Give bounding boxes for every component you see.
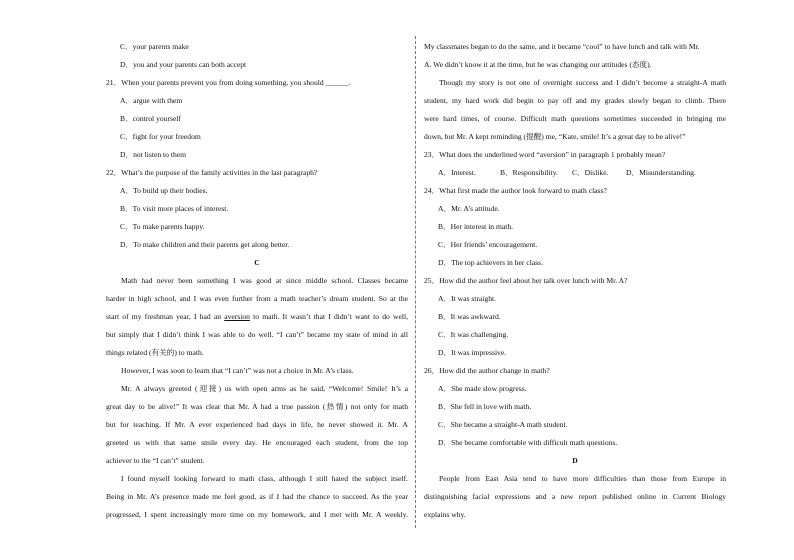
right-column [424,38,726,524]
passage-line: However, I was soon to learn that “I can’t” was not a choice in Mr. A’s class. [121,366,354,375]
passage-line: achiever to the “I can’t” student. [106,456,205,465]
answer-options-row [424,164,726,182]
column-divider [415,36,416,528]
answer-option: B．She fell in love with math. [438,402,532,411]
passage-line: Mr. A always greeted (迎接) us with open arms as he said, “Welcome! Smile! It’s a [121,384,408,393]
passage-line: but for teaching. If Mr. A ever experienced bad days in life, he never showed it. Mr. A [106,420,408,429]
answer-option: C．Dislike. [572,168,609,177]
answer-option: C．It was challenging. [438,330,509,339]
passage-line: Math had never been something I was good at since middle school. Classes became [121,276,408,285]
answer-option: D．Misunderstanding. [626,168,696,177]
passage-line: were hard times, of course. Difficult math questions sometimes succeeded in bringing me [424,114,726,123]
passage-text: start of my freshman year, I had an [106,312,225,321]
passage-line: but simply that I didn’t think I was able to do well. “I can’t” became my state of mind in all [106,330,408,339]
section-heading: D [572,456,578,465]
question: 24．What first made the author look forward to math class? [424,186,607,195]
answer-option: A．Interest. [438,168,476,177]
answer-option: B．control yourself [120,114,181,123]
passage-line: down, but Mr. A kept reminding (提醒) me, “Kate, smile! It’s a great day to be alive!” [424,132,686,141]
answer-option: B．Her interest in math. [438,222,514,231]
answer-option: D．To make children and their parents get along better. [120,240,290,249]
passage-line: My classmates began to do the same, and it became “cool” to have lunch and talk with Mr. [424,42,700,51]
passage-line: I found myself looking forward to math class, although I still hated the subject itself. [121,474,408,483]
section-heading: C [254,258,260,267]
question: 25．How did the author feel about her talk over lunch with Mr. A? [424,276,628,285]
passage-line: greeted us with that same smile every day. He encouraged each student, from the top [106,438,408,447]
passage-line: Though my story is not one of overnight success and I didn’t become a straight-A math [439,78,726,87]
passage-line: progressed, I spent increasingly more time on my homework, and I met with Mr. A weekly. [106,510,408,519]
answer-option: A．Mr. A’s attitude. [438,204,500,213]
passage-line: harder in high school, and I was even further from a math teacher’s dream student. So at the [106,294,408,303]
passage-line: distinguishing facial expressions and a new report published online in Current Biology [424,492,726,501]
answer-option: A．It was straight. [438,294,496,303]
answer-option: D．you and your parents can both accept [120,60,247,69]
answer-option: C．your parents make [120,42,189,51]
underlined-word: aversion [224,312,250,321]
left-column [106,38,408,524]
passage-line [106,308,408,326]
answer-option: C．fight for your freedom [120,132,201,141]
answer-option: D．It was impressive. [438,348,507,357]
answer-option: A．argue with them [120,96,183,105]
passage-line: explains why. [424,510,466,519]
passage-line: Being in Mr. A’s presence made me feel good, as if I had the chance to succeed. As the year [106,492,408,501]
answer-option: B．It was awkward. [438,312,501,321]
answer-option: C．Her friends’ encouragement. [438,240,538,249]
question: 22．What’s the purpose of the family activities in the last paragraph? [106,168,318,177]
question: 26．How did the author change in math? [424,366,550,375]
passage-line: A. We didn’t know it at the time, but he was changing our attitudes (态度). [424,60,652,69]
passage-text: to math. It wasn’t that I didn’t want to do well, [249,312,408,321]
question: 21．When your parents prevent you from doing something, you should ______. [106,78,351,87]
answer-option: D．not listen to them [120,150,187,159]
answer-option: D．The top achievers in her class. [438,258,544,267]
passage-line: People from East Asia tend to have more difficulties than those from Europe in [439,474,726,483]
answer-option: A．She made slow progress. [438,384,527,393]
answer-option: A．To build up their bodies. [120,186,208,195]
answer-option: C．She became a straight-A math student. [438,420,568,429]
answer-option: D．She became comfortable with difficult math questions. [438,438,618,447]
question: 23．What does the underlined word “aversion” in paragraph 1 probably mean? [424,150,666,159]
answer-option: B．Responsibility. [500,168,558,177]
passage-line: things related (有关的) to math. [106,348,204,357]
passage-line: great day to be alive!” It was clear that Mr. A had a true passion (热情) not only for math [106,402,408,411]
passage-line: student, my hard work did begin to pay off and my grades slowly began to climb. There [424,96,726,105]
answer-option: C．To make parents happy. [120,222,205,231]
answer-option: B．To visit more places of interest. [120,204,229,213]
